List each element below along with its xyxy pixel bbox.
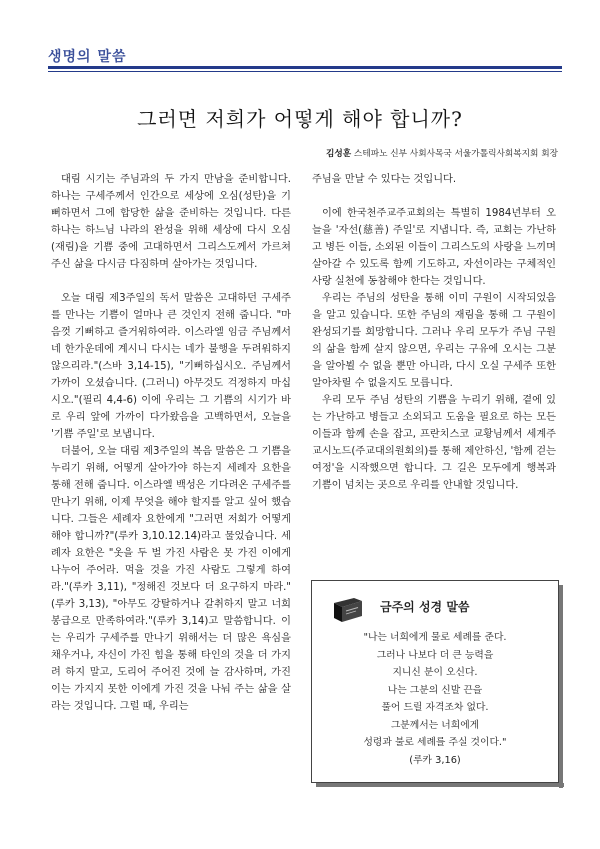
- paragraph: 오늘 대림 제3주일의 독서 말씀은 고대하던 구세주를 만나는 기쁨이 얼마나 큰 것인지 전해 줍니다. "마음껏 기뻐하고 즐거워하여라. 이스라엘 임금 주님께서 네 한가운데에 계시니 다시는 네가 불행을 두려워하지 않으리라."(스바 3,14-15), "기뻐하십시오. 주님께서 가까이 오셨습니다. (그러니) 아무것도 걱정하지 마십시오."(필리 4,4-6) 이에 우리는 그 기쁨의 시기가 바로 우리 앞에 가까이 다가왔음을 고백하면서, 오늘을 '기쁨 주일'로 보냅니다.: [51, 293, 291, 440]
- header-rule: [48, 66, 562, 69]
- verse-line: "나는 너희에게 물로 세례를 준다.: [363, 632, 507, 643]
- article-title: 그러면 저희가 어떻게 해야 합니까?: [137, 107, 463, 131]
- section-label: 생명의 말씀: [48, 49, 127, 65]
- verse-line: 나는 그분의 신발 끈을: [387, 684, 483, 696]
- verse-line: 그분께서는 너희에게: [390, 719, 480, 731]
- box-shadow: [559, 585, 563, 788]
- bible-book-icon: [332, 597, 364, 623]
- box-shadow: [316, 783, 564, 787]
- verse-line: 성령과 불로 세례를 주실 것이다.": [363, 737, 507, 748]
- paragraph: 주님을 만날 수 있다는 것입니다.: [312, 174, 457, 185]
- paragraph: 이에 한국천주교주교회의는 특별히 1984년부터 오늘을 '자선(慈善) 주일'로 지냅니다. 즉, 교회는 가난하고 병든 이들, 소외된 이들이 그리스도의 사랑을 느끼며 살아갈 수 있도록 함께 기도하고, 자선이라는 구체적인 사랑 실천에 동참해야 한다는 것입니다.: [312, 208, 556, 287]
- verse-box-title: 금주의 성경 말씀: [380, 600, 470, 614]
- paragraph: 더불어, 오늘 대림 제3주일의 복음 말씀은 그 기쁨을 누리기 위해, 어떻게 살아가야 하는지 세례자 요한을 통해 전해 줍니다. 이스라엘 백성은 기다려온 구세주를 만나기 위해, 이제 무엇을 해야 할지를 알고 싶어 했습니다. 그들은 세례자 요한에게 "그러면 저희가 어떻게 해야 합니까?"(루카 3,10.12.14)라고 물었습니다. 세례자 요한은 "옷을 두 벌 가진 사람은 못 가진 이에게 나누어 주어라. 먹을 것을 가진 사람도 그렇게 하여라."(루카 3,11), "정해진 것보다 더 요구하지 마라."(루카 3,13), "아무도 강탈하거나 갈취하지 말고 너희 봉급으로 만족하여라."(루카 3,14)고 말씀합니다. 이는 우리가 구세주를 만나기 위해서는 더 많은 욕심을 채우거나, 자신이 가진 힘을 통해 타인의 것을 더 가지려 하지 말고, 도리어 주어진 것에 늘 감사하며, 가진 이는 가지지 못한 이에게 가진 것을 나눠 주는 삶을 살라는 것입니다. 그럴 때, 우리는: [51, 446, 291, 712]
- header-rule-thin: [48, 71, 562, 72]
- paragraph: 우리는 주님의 성탄을 통해 이미 구원이 시작되었음을 알고 있습니다. 또한 주님의 재림을 통해 그 구원이 완성되기를 희망합니다. 그러나 우리 모두가 주님 구원의 삶을 함께 살지 않으면, 우리는 구유에 오시는 그분을 알아뵐 수 없을 뿐만 아니라, 다시 오실 구세주 또한 알아차릴 수 없을지도 모릅니다.: [312, 293, 556, 389]
- author-name: 김성훈: [325, 149, 352, 159]
- verse-line: 지니신 분이 오신다.: [392, 667, 478, 678]
- paragraph: 대림 시기는 주님과의 두 가지 만남을 준비합니다. 하나는 구세주께서 인간으로 세상에 오심(성탄)을 기뻐하면서 그에 합당한 삶을 준비하는 것입니다. 다른 하나는 하느님 나라의 완성을 위해 세상에 다시 오심(재림)을 기쁨 중에 고대하면서 그리스도께서 가르쳐 주신 삶을 다시금 다짐하며 살아가는 것입니다.: [51, 174, 291, 270]
- right-column: [312, 171, 556, 494]
- author-role: 스테파노 신부 사회사목국 서울가톨릭사회복지회 회장: [353, 149, 558, 159]
- author-line: [326, 147, 558, 159]
- paragraph: 우리 모두 주님 성탄의 기쁨을 누리기 위해, 곁에 있는 가난하고 병들고 소외되고 도움을 필요로 하는 모든 이들과 함께 손을 잡고, 프란치스코 교황님께서 세계주교시노드(주교대의원회의)를 통해 제안하신, '함께 걷는 여정'을 시작했으면 합니다. 그 길은 모두에게 행복과 기쁨이 넘치는 곳으로 우리를 안내할 것입니다.: [312, 395, 556, 491]
- weekly-verse-box: [311, 580, 559, 783]
- verse-line: 풀어 드릴 자격조차 없다.: [381, 702, 489, 713]
- verse-text: [312, 629, 558, 769]
- verse-citation: (루카 3,16): [409, 754, 461, 766]
- left-column: [51, 171, 291, 715]
- verse-line: 그러나 나보다 더 큰 능력을: [376, 649, 494, 661]
